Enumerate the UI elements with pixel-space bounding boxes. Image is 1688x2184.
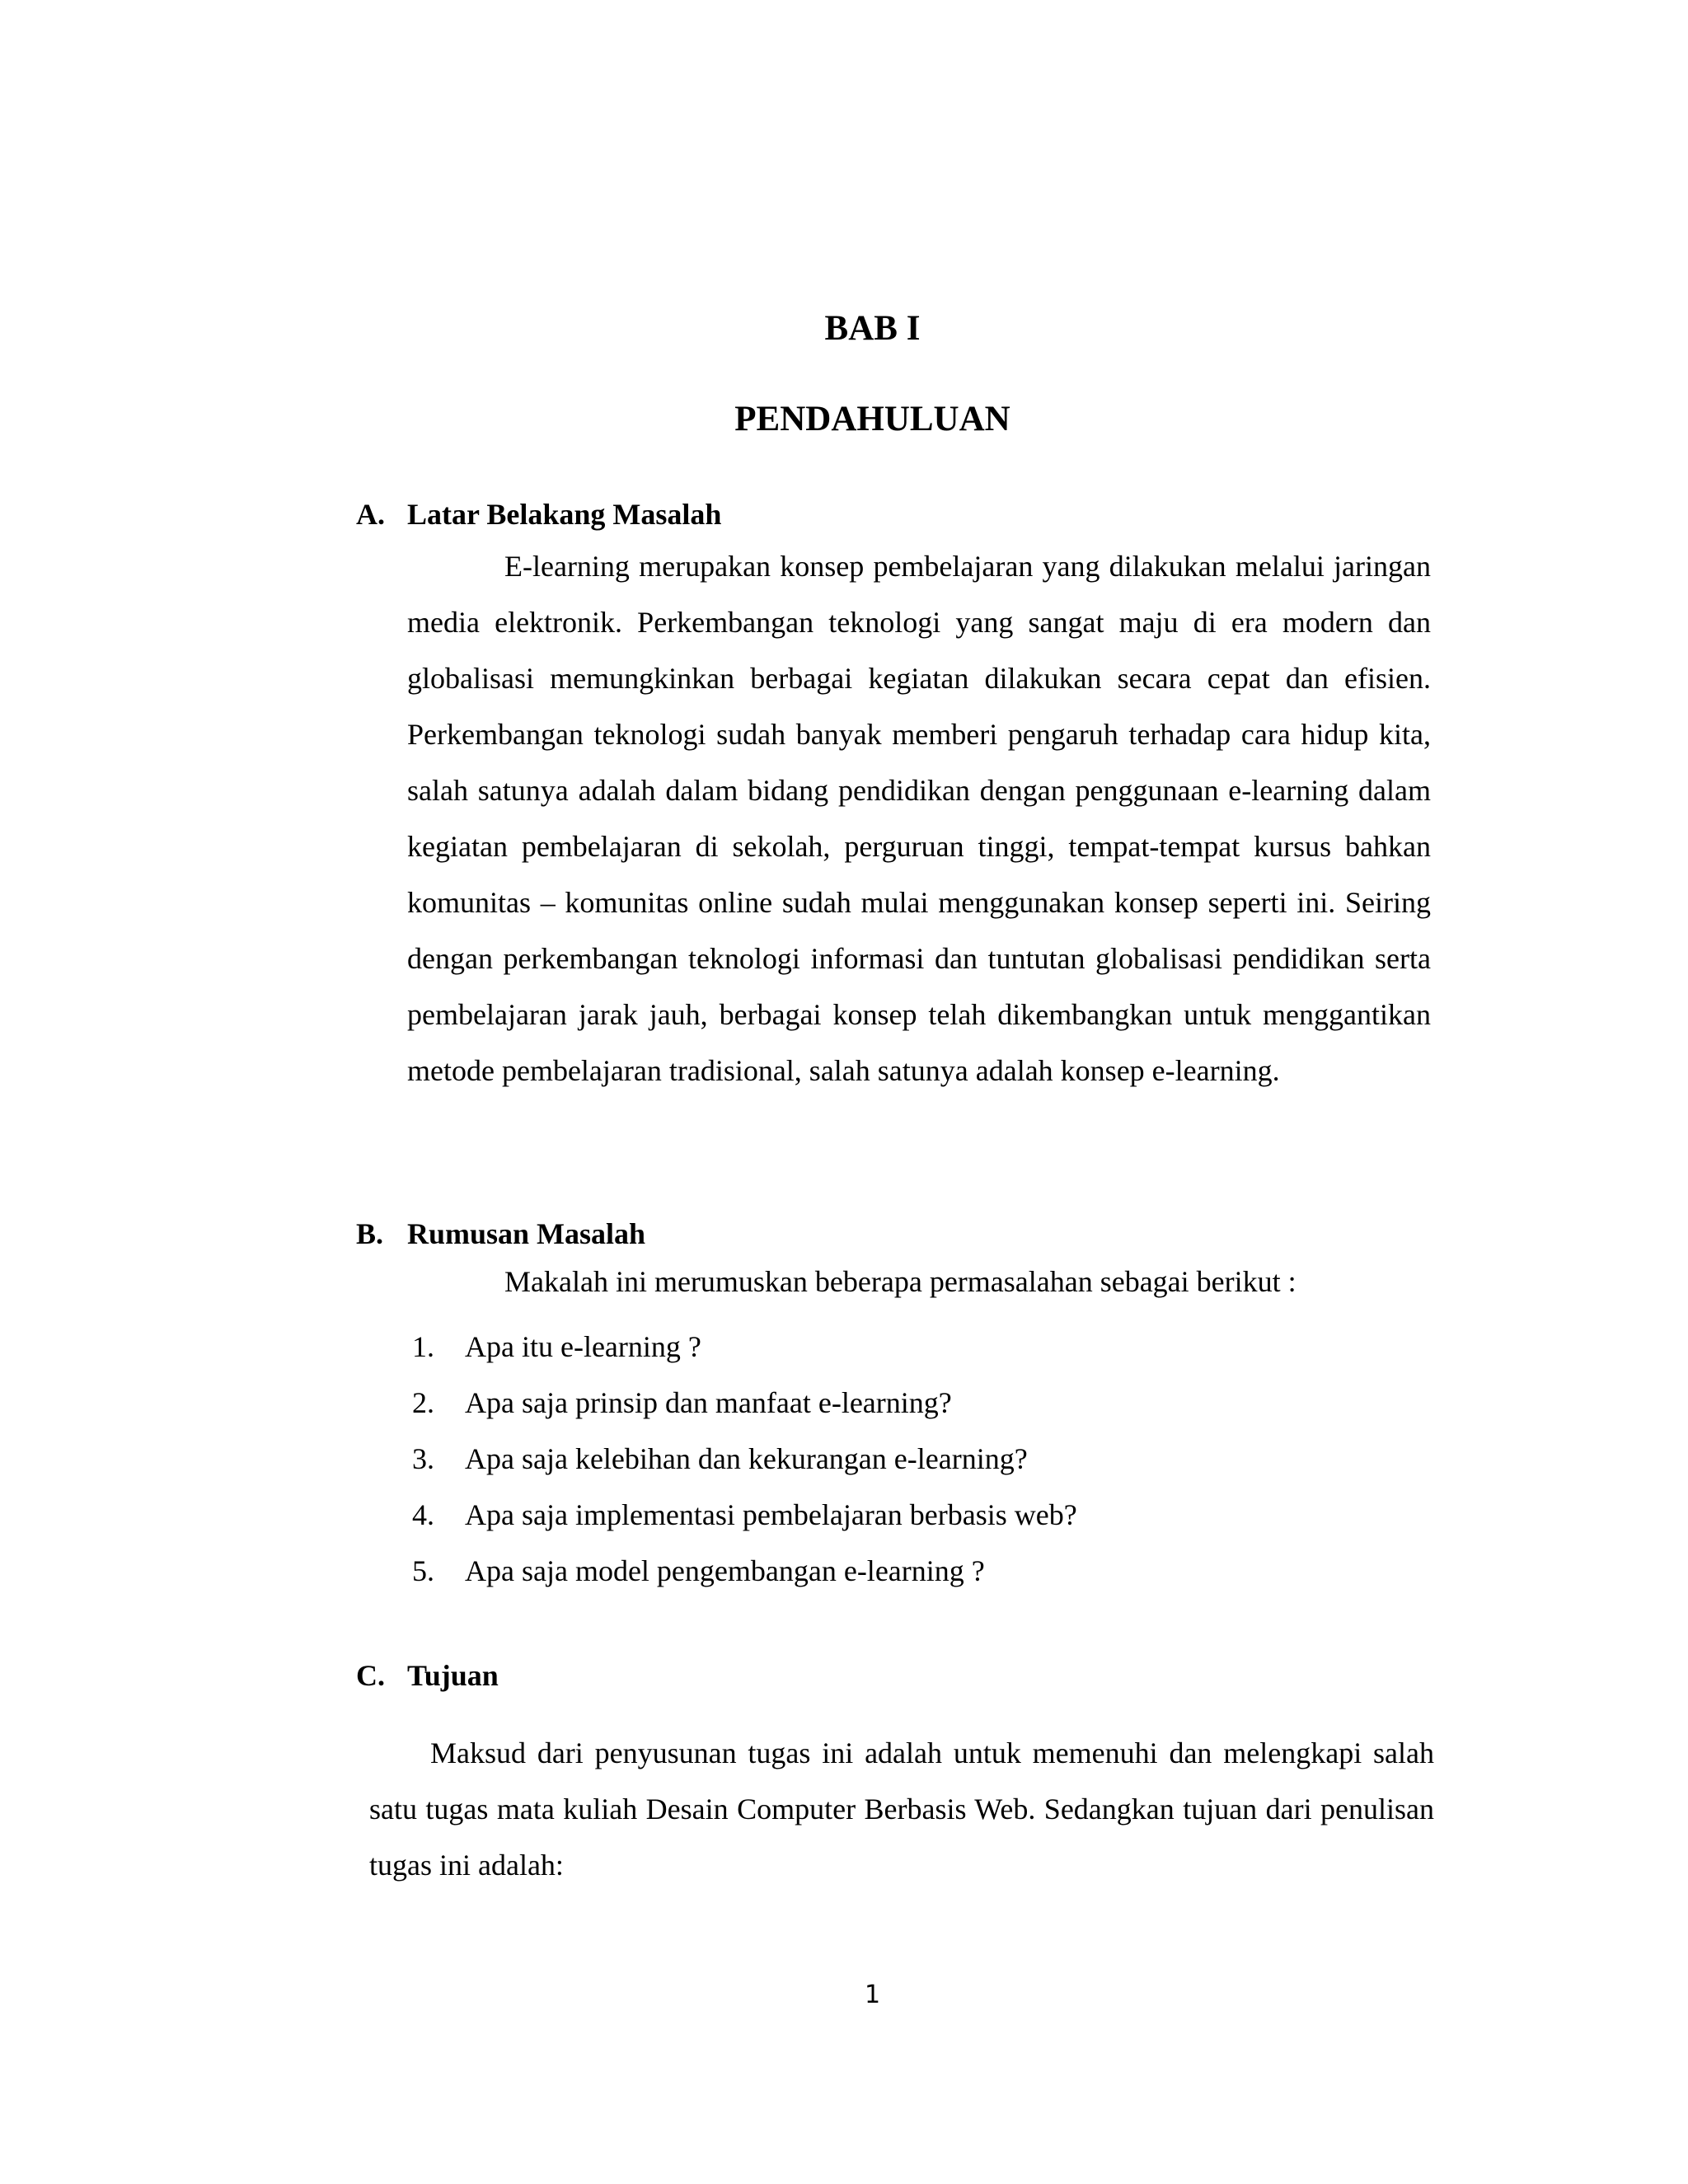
list-item [412, 1375, 1077, 1431]
list-item-number: 2. [412, 1386, 434, 1419]
section-a-title: Latar Belakang Masalah [407, 498, 722, 531]
list-item-number: 3. [412, 1442, 434, 1475]
list-item [412, 1319, 1077, 1375]
question-list [412, 1319, 1077, 1599]
section-c-title: Tujuan [407, 1659, 499, 1692]
section-b-title: Rumusan Masalah [407, 1217, 646, 1250]
list-item-number: 1. [412, 1330, 434, 1363]
section-c-paragraph: Maksud dari penyusunan tugas ini adalah untuk memenuhi dan melengkapi salah satu tugas mata kuliah Desain Computer Berbasis Web. Sedangkan tujuan dari penulisan tugas ini adalah: [369, 1736, 1434, 1882]
list-item-number: 4. [412, 1498, 434, 1531]
list-item-text: Apa saja model pengembangan e-learning ? [465, 1554, 985, 1587]
section-a-heading [356, 497, 721, 532]
chapter-title: PENDAHULUAN [734, 400, 1010, 438]
list-item [412, 1431, 1077, 1487]
list-item-text: Apa saja implementasi pembelajaran berbasis web? [465, 1498, 1077, 1531]
list-item [412, 1543, 1077, 1599]
chapter-number: BAB I [824, 309, 921, 348]
section-b-heading [356, 1216, 645, 1251]
page-number: 1 [864, 1980, 881, 2009]
list-item-text: Apa saja kelebihan dan kekurangan e-learning? [465, 1442, 1028, 1475]
list-item-text: Apa itu e-learning ? [465, 1330, 701, 1363]
section-b-intro: Makalah ini merumuskan beberapa permasalahan sebagai berikut : [504, 1265, 1296, 1298]
section-c-heading [356, 1658, 499, 1693]
list-item-text: Apa saja prinsip dan manfaat e-learning? [465, 1386, 952, 1419]
section-a-paragraph: E-learning merupakan konsep pembelajaran yang dilakukan melalui jaringan media elektronik. Perkembangan teknologi yang sangat maju di era modern dan globalisasi memungkinkan berbagai kegiatan dilakukan secara cepat dan efisien. Perkembangan teknologi sudah banyak memberi pengaruh terhadap cara hidup kita, salah satunya adalah dalam bidang pendidikan dengan penggunaan e-learning dalam kegiatan pembelajaran di sekolah, perguruan tinggi, tempat-tempat kursus bahkan komunitas – komunitas online sudah mulai menggunakan konsep seperti ini. Seiring dengan perkembangan teknologi informasi dan tuntutan globalisasi pendidikan serta pembelajaran jarak jauh, berbagai konsep telah dikembangkan untuk menggantikan metode pembelajaran tradisional, salah satunya adalah konsep e-learning. [407, 550, 1431, 1087]
section-b-letter: B. [356, 1217, 384, 1250]
list-item [412, 1487, 1077, 1543]
list-item-number: 5. [412, 1554, 434, 1587]
section-c-letter: C. [356, 1659, 385, 1692]
section-a-letter: A. [356, 498, 385, 531]
